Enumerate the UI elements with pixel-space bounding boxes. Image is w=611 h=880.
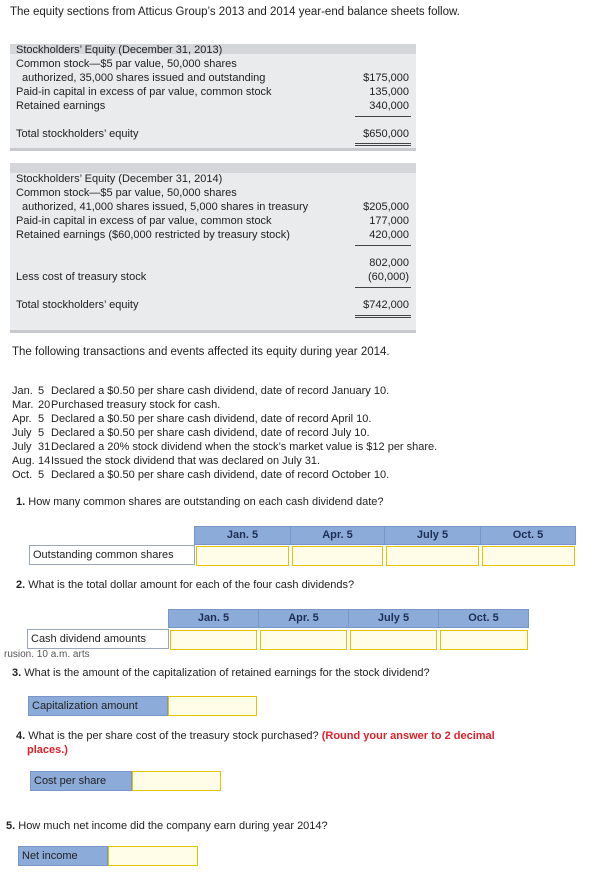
transaction-month: Oct. — [12, 469, 33, 481]
equity-2014-treasury-amount: (60,000) — [368, 271, 409, 283]
transaction-day: 31 — [38, 441, 51, 453]
q1-input-jan5[interactable] — [196, 546, 289, 566]
question-number: 1. — [16, 496, 26, 508]
transaction-text: Purchased treasury stock for cash. — [51, 399, 221, 411]
equity-2013-apic-amount: 135,000 — [369, 86, 409, 98]
transaction-row — [12, 455, 320, 467]
q2-col-oct5: Oct. 5 — [438, 609, 529, 628]
transaction-row — [12, 413, 371, 425]
q3-capitalization-input[interactable] — [168, 696, 257, 716]
double-underline — [355, 143, 411, 146]
equity-2014-total-amount: $742,000 — [363, 299, 409, 311]
question-5 — [6, 820, 328, 832]
rounding-note: (Round your answer to 2 decimal — [321, 730, 495, 742]
transaction-month: Jan. — [12, 385, 33, 397]
transaction-text: Declared a $0.50 per share cash dividend, date of record April 10. — [51, 413, 372, 425]
q1-col-jan5: Jan. 5 — [194, 526, 291, 545]
transaction-day: 5 — [38, 427, 45, 439]
question-number: 3. — [12, 667, 22, 679]
q2-col-apr5: Apr. 5 — [258, 609, 349, 628]
transactions-intro: The following transactions and events affected its equity during year 2014. — [12, 346, 390, 358]
equity-2014-subtotal-amount: 802,000 — [369, 257, 409, 269]
transaction-month: July — [12, 427, 32, 439]
question-text: What is the per share cost of the treasury stock purchased? — [28, 730, 319, 742]
q3-field-label: Capitalization amount — [28, 696, 168, 716]
equity-section-2014 — [10, 163, 416, 333]
q4-field-label: Cost per share — [30, 771, 132, 791]
question-text: What is the total dollar amount for each of the four cash dividends? — [28, 579, 355, 591]
cutoff-text: rusion. 10 a.m. arts — [4, 649, 90, 660]
equity-2013-total-amount: $650,000 — [363, 128, 409, 140]
q1-row-label: Outstanding common shares — [29, 545, 195, 565]
question-number: 4. — [16, 730, 26, 742]
equity-2013-common-amount: $175,000 — [363, 72, 409, 84]
intro-text: The equity sections from Atticus Group’s 2013 and 2014 year-end balance sheets follow. — [10, 6, 460, 18]
rounding-note-cont: places.) — [27, 744, 68, 756]
underline — [355, 245, 411, 246]
transaction-month: Apr. — [12, 413, 32, 425]
q1-input-apr5[interactable] — [292, 546, 383, 566]
equity-2014-apic-amount: 177,000 — [369, 215, 409, 227]
transaction-text: Declared a $0.50 per share cash dividend, date of record October 10. — [51, 469, 390, 481]
transaction-day: 5 — [38, 413, 45, 425]
question-1 — [16, 496, 384, 508]
q4-cost-per-share-input[interactable] — [132, 771, 221, 791]
equity-2014-re-amount: 420,000 — [369, 229, 409, 241]
question-text: What is the amount of the capitalization of retained earnings for the stock dividend? — [24, 667, 430, 679]
transaction-row — [12, 469, 389, 481]
q1-col-apr5: Apr. 5 — [290, 526, 385, 545]
equity-2014-treasury-label: Less cost of treasury stock — [16, 271, 147, 283]
q2-input-jan5[interactable] — [170, 630, 257, 650]
transaction-day: 5 — [38, 385, 45, 397]
q1-input-oct5[interactable] — [482, 546, 575, 566]
transaction-text: Declared a 20% stock dividend when the stock’s market value is $12 per share. — [51, 441, 438, 453]
equity-2013-common-line1: Common stock—$5 par value, 50,000 shares — [16, 58, 237, 70]
q2-col-jan5: Jan. 5 — [168, 609, 259, 628]
transaction-month: July — [12, 441, 32, 453]
q2-input-oct5[interactable] — [440, 630, 528, 650]
question-text: How much net income did the company earn during year 2014? — [18, 820, 328, 832]
transaction-text: Issued the stock dividend that was declared on July 31. — [51, 455, 321, 467]
q5-field-label: Net income — [18, 846, 108, 866]
transaction-row — [12, 441, 437, 453]
q2-col-jul5: July 5 — [348, 609, 439, 628]
equity-2013-apic-label: Paid-in capital in excess of par value, common stock — [16, 86, 272, 98]
transaction-row — [12, 427, 370, 439]
equity-2014-common-line2: authorized, 41,000 shares issued, 5,000 shares in treasury — [22, 201, 309, 213]
equity-2013-total-label: Total stockholders’ equity — [16, 128, 139, 140]
equity-2013-common-line2: authorized, 35,000 shares issued and outstanding — [22, 72, 266, 84]
equity-2014-re-label: Retained earnings ($60,000 restricted by treasury stock) — [16, 229, 290, 241]
q5-net-income-input[interactable] — [108, 846, 198, 866]
question-number: 2. — [16, 579, 26, 591]
equity-section-2013 — [10, 44, 416, 151]
transaction-text: Declared a $0.50 per share cash dividend, date of record July 10. — [51, 427, 370, 439]
transaction-day: 5 — [38, 469, 45, 481]
equity-2014-total-label: Total stockholders’ equity — [16, 299, 139, 311]
transaction-month: Mar. — [12, 399, 34, 411]
q1-input-jul5[interactable] — [386, 546, 479, 566]
equity-2013-re-amount: 340,000 — [369, 100, 409, 112]
header-band — [10, 163, 416, 173]
equity-2014-common-amount: $205,000 — [363, 201, 409, 213]
equity-2014-heading: Stockholders’ Equity (December 31, 2014) — [16, 173, 223, 185]
transaction-day: 14 — [38, 455, 51, 467]
equity-2014-common-line1: Common stock—$5 par value, 50,000 shares — [16, 187, 237, 199]
underline — [355, 116, 411, 117]
underline — [355, 287, 411, 288]
question-text: How many common shares are outstanding on each cash dividend date? — [28, 496, 384, 508]
q1-col-jul5: July 5 — [384, 526, 481, 545]
equity-2013-re-label: Retained earnings — [16, 100, 106, 112]
transaction-month: Aug. — [12, 455, 35, 467]
question-3 — [12, 667, 430, 679]
question-2 — [16, 579, 354, 591]
transaction-row — [12, 385, 389, 397]
equity-2014-apic-label: Paid-in capital in excess of par value, common stock — [16, 215, 272, 227]
equity-2013-heading: Stockholders’ Equity (December 31, 2013) — [16, 44, 223, 56]
double-underline — [355, 315, 411, 318]
transaction-text: Declared a $0.50 per share cash dividend, date of record January 10. — [51, 385, 390, 397]
q2-input-jul5[interactable] — [350, 630, 437, 650]
transaction-row — [12, 399, 220, 411]
question-number: 5. — [6, 820, 16, 832]
question-4 — [16, 729, 586, 757]
transaction-day: 20 — [38, 399, 51, 411]
q1-col-oct5: Oct. 5 — [480, 526, 576, 545]
q2-input-apr5[interactable] — [260, 630, 347, 650]
q2-row-label: Cash dividend amounts — [27, 629, 169, 649]
